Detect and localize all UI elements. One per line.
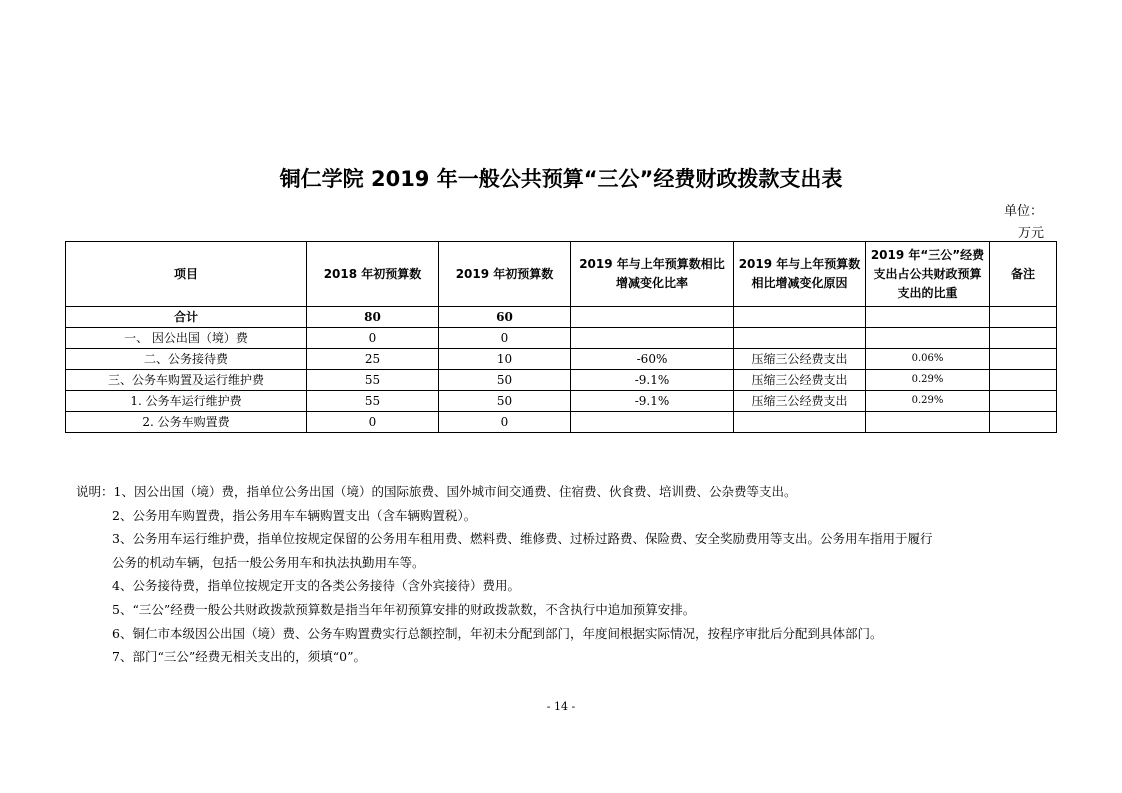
cell-reason: 压缩三公经费支出 — [734, 349, 866, 370]
cell-2018: 55 — [307, 391, 439, 412]
header-share: 2019 年“三公”经费支出占公共财政预算支出的比重 — [866, 242, 990, 307]
unit-value: 万元 — [1018, 226, 1045, 241]
table-row — [66, 349, 1057, 370]
cell-reason: 压缩三公经费支出 — [734, 370, 866, 391]
note-line: 4、公务接待费，指单位按规定开支的各类公务接待（含外宾接待）费用。 — [112, 578, 520, 594]
cell-2018: 55 — [307, 370, 439, 391]
table-row — [66, 307, 1057, 328]
cell-share: 0.06% — [866, 349, 990, 370]
note-line: 6、铜仁市本级因公出国（境）费、公务车购置费实行总额控制，年初未分配到部门，年度间根据实际情况，按程序审批后分配到具体部门。 — [112, 625, 883, 641]
table-header-row — [66, 242, 1057, 307]
cell-ratio — [571, 328, 734, 349]
cell-reason — [734, 328, 866, 349]
cell-share — [866, 412, 990, 433]
cell-share — [866, 328, 990, 349]
cell-note — [990, 412, 1057, 433]
cell-note — [990, 328, 1057, 349]
cell-note — [990, 349, 1057, 370]
cell-item: 一、 因公出国（境）费 — [66, 328, 307, 349]
note-line: 7、部门“三公”经费无相关支出的，须填“0”。 — [112, 649, 366, 665]
cell-share — [866, 307, 990, 328]
cell-ratio: -9.1% — [571, 391, 734, 412]
cell-ratio — [571, 307, 734, 328]
table-row — [66, 391, 1057, 412]
cell-ratio — [571, 412, 734, 433]
cell-reason — [734, 412, 866, 433]
cell-item: 二、公务接待费 — [66, 349, 307, 370]
cell-2019: 50 — [439, 391, 571, 412]
cell-ratio: -60% — [571, 349, 734, 370]
cell-2018: 0 — [307, 412, 439, 433]
table-row — [66, 328, 1057, 349]
cell-2019: 0 — [439, 328, 571, 349]
header-remarks: 备注 — [990, 242, 1057, 307]
page-title: 铜仁学院 2019 年一般公共预算“三公”经费财政拨款支出表 — [279, 167, 843, 191]
cell-item: 三、公务车购置及运行维护费 — [66, 370, 307, 391]
cell-item: 1. 公务车运行维护费 — [66, 391, 307, 412]
note-line: 说明：1、因公出国（境）费，指单位公务出国（境）的国际旅费、国外城市间交通费、住宿费、伙食费、培训费、公杂费等支出。 — [76, 484, 797, 499]
cell-note — [990, 307, 1057, 328]
cell-ratio: -9.1% — [571, 370, 734, 391]
header-2018-budget: 2018 年初预算数 — [307, 242, 439, 307]
cell-reason: 压缩三公经费支出 — [734, 391, 866, 412]
cell-reason — [734, 307, 866, 328]
header-2019-budget: 2019 年初预算数 — [439, 242, 571, 307]
cell-2019: 60 — [439, 307, 571, 328]
cell-2018: 0 — [307, 328, 439, 349]
header-change-reason: 2019 年与上年预算数相比增减变化原因 — [734, 242, 866, 307]
cell-item: 合计 — [66, 307, 307, 328]
cell-note — [990, 370, 1057, 391]
note-line: 2、公务用车购置费，指公务用车车辆购置支出（含车辆购置税）。 — [112, 507, 477, 523]
cell-item: 2. 公务车购置费 — [66, 412, 307, 433]
cell-2018: 80 — [307, 307, 439, 328]
cell-2019: 10 — [439, 349, 571, 370]
budget-table — [65, 241, 1057, 433]
note-line: 3、公务用车运行维护费，指单位按规定保留的公务用车租用费、燃料费、维修费、过桥过路费、保险费、安全奖励费用等支出。公务用车指用于履行 — [112, 531, 933, 547]
cell-2019: 50 — [439, 370, 571, 391]
cell-note — [990, 391, 1057, 412]
cell-share: 0.29% — [866, 391, 990, 412]
cell-2019: 0 — [439, 412, 571, 433]
cell-share: 0.29% — [866, 370, 990, 391]
header-change-ratio: 2019 年与上年预算数相比增减变化比率 — [571, 242, 734, 307]
note-line: 公务的机动车辆，包括一般公务用车和执法执勤用车等。 — [112, 554, 425, 570]
table-row — [66, 370, 1057, 391]
page-number: - 14 - — [546, 700, 576, 713]
notes-section — [76, 480, 1036, 669]
header-item: 项目 — [66, 242, 307, 307]
table-row — [66, 412, 1057, 433]
unit-label: 单位： — [1004, 204, 1044, 219]
note-line: 5、“三公”经费一般公共财政拨款预算数是指当年年初预算安排的财政拨款数，不含执行中追加预算安排。 — [112, 601, 696, 617]
cell-2018: 25 — [307, 349, 439, 370]
